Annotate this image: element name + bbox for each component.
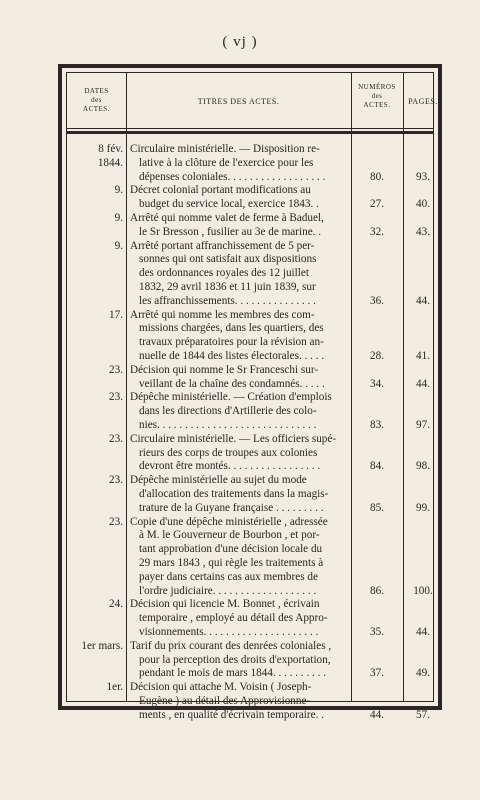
row-title-line: 29 mars 1843 , qui règle les traitements à (139, 556, 324, 569)
row-date-line: 17. (109, 308, 123, 321)
row-title-line: Décret colonial portant modifications au (130, 184, 311, 197)
header-titres: TITRES DES ACTES. (197, 97, 280, 106)
header-pages: PAGES. (408, 97, 438, 106)
row-page: 43. (416, 225, 430, 238)
row-title-line: Dépêche ministérielle. — Création d'emplois (130, 391, 332, 404)
page-number: ( vj ) (222, 34, 258, 50)
row-act-number: 86. (370, 584, 384, 597)
row-act-number: 27. (370, 198, 384, 211)
row-title-line: visionnements. . . . . . . . . . . . . . . . . . . . . (139, 625, 319, 638)
row-date (67, 364, 123, 378)
row-date (67, 309, 123, 323)
row-page: 44. (416, 294, 430, 307)
row-date (67, 598, 123, 612)
row-title-line: pendant le mois de mars 1844. . . . . . . . . . (139, 667, 327, 680)
row-date (67, 640, 123, 654)
row-act-number: 32. (370, 225, 384, 238)
row-date (67, 391, 123, 405)
row-title (130, 640, 348, 681)
row-page: 44. (416, 625, 430, 638)
row-title-line: ments , en qualité d'écrivain temporaire. . (139, 708, 324, 721)
row-page: 100. (413, 584, 433, 597)
row-act-number: 44. (370, 708, 384, 721)
row-title (130, 364, 348, 392)
row-page: 44. (416, 377, 430, 390)
row-title-line: des ordonnances royales des 12 juillet (139, 267, 309, 280)
row-title-line: rieurs des corps de troupes aux colonies (139, 446, 318, 459)
table-frame (58, 64, 442, 721)
header-numeros (351, 83, 403, 110)
row-title-line: veillant de la chaîne des condamnés. . . . . (139, 377, 325, 390)
row-title (130, 516, 348, 599)
row-date (67, 474, 123, 488)
row-date-line: 9. (114, 212, 123, 224)
row-title-line: temporaire , employé au détail des Appro- (139, 612, 328, 625)
row-title-line: l'ordre judiciaire. . . . . . . . . . . . . . . . . . . (139, 584, 317, 597)
row-title-line: Circulaire ministérielle. — Disposition re- (130, 143, 320, 155)
row-date (67, 212, 123, 226)
row-act-number: 34. (370, 377, 384, 390)
row-title-line: Copie d'une dépêche ministérielle , adressée (130, 515, 328, 528)
row-title-line: Arrêté qui nomme valet de ferme à Baduel, (130, 212, 324, 224)
row-title-line: trature de la Guyane française . . . . . . . . . (139, 501, 324, 514)
row-title-line: 1832, 29 avril 1836 et 11 juin 1839, sur (139, 280, 316, 293)
header-dates-line: DATES (84, 87, 109, 95)
row-page: 98. (416, 460, 430, 473)
row-title-line: d'allocation des traitements dans la magis- (139, 487, 329, 500)
row-title (130, 474, 348, 515)
row-title (130, 433, 348, 474)
row-page: 99. (416, 501, 430, 514)
row-title (130, 681, 348, 722)
row-title-line: travaux préparatoires pour la révision an- (139, 336, 324, 349)
row-title-line: les affranchissements. . . . . . . . . . . . . . . (139, 294, 316, 307)
row-act-number: 84. (370, 460, 384, 473)
header-numeros-line: des (371, 92, 383, 100)
row-title-line: sonnes qui ont satisfait aux dispositions (139, 253, 317, 266)
row-title-line: Décision qui attache M. Voisin ( Joseph- (130, 681, 312, 694)
row-title-line: nuelle de 1844 des listes électorales. . . . . (139, 349, 325, 362)
row-date (67, 143, 123, 171)
row-page: 40. (416, 198, 430, 211)
row-date-line: 23. (109, 432, 123, 445)
row-date-line: 1er. (106, 681, 123, 694)
row-title-line: Tarif du prix courant des denrées coloniales , (130, 639, 332, 652)
row-title-line: dans les directions d'Artillerie des colo- (139, 405, 317, 418)
row-title-line: dépenses coloniales. . . . . . . . . . . . . . . . . . (139, 170, 326, 183)
row-date (67, 184, 123, 198)
row-date-line: 24. (109, 598, 123, 611)
row-date-line: 1er mars. (81, 639, 123, 652)
header-numeros-line: ACTES. (363, 101, 391, 109)
row-title-line: Eugène ) au détail des Approvisionne- (139, 694, 311, 707)
table-header (67, 73, 438, 129)
row-title-line: Arrêté portant affranchissement de 5 per- (130, 239, 315, 252)
row-page: 93. (416, 170, 430, 183)
header-rule (67, 131, 433, 134)
row-date-line: 8 fév. (98, 143, 123, 155)
row-page: 41. (416, 349, 430, 362)
header-numeros-line: NUMÉROS (358, 83, 396, 91)
row-page: 57. (416, 708, 430, 721)
row-act-number: 80. (370, 170, 384, 183)
row-date-line: 1844. (97, 156, 123, 169)
row-act-number: 83. (370, 418, 384, 431)
row-title (130, 309, 348, 364)
row-date-line: 23. (109, 391, 123, 404)
row-date (67, 433, 123, 447)
row-page: 97. (416, 418, 430, 431)
row-act-number: 35. (370, 625, 384, 638)
column-divider (126, 73, 127, 701)
row-title-line: à M. le Gouverneur de Bourbon , et por- (139, 529, 320, 542)
row-title-line: missions chargées, dans les quartiers, des (139, 322, 324, 335)
row-date-line: 23. (109, 363, 123, 376)
row-title-line: pour la perception des droits d'exportation, (139, 653, 331, 666)
row-date-line: 9. (114, 184, 123, 197)
row-act-number: 28. (370, 349, 384, 362)
row-title-line: le Sr Bresson , fusilier au 3e de marine. . (139, 225, 322, 238)
row-title-line: devront être montés. . . . . . . . . . . . . . . . . (139, 460, 321, 473)
row-title (130, 212, 348, 240)
row-title-line: Dépêche ministérielle au sujet du mode (130, 474, 307, 487)
row-title (130, 240, 348, 309)
header-dates (67, 87, 126, 114)
row-title-line: Arrêté qui nomme les membres des com- (130, 308, 315, 321)
row-date-line: 23. (109, 474, 123, 487)
row-date (67, 681, 123, 695)
header-dates-line: ACTES. (83, 105, 110, 113)
row-title-line: Décision qui nomme le Sr Franceschi sur- (130, 363, 319, 376)
row-title (130, 184, 348, 212)
row-page: 49. (416, 667, 430, 680)
row-title-line: tant approbation d'une décision locale du (139, 543, 323, 556)
row-act-number: 37. (370, 667, 384, 680)
row-title-line: nies. . . . . . . . . . . . . . . . . . . . . . . . . . . . . (139, 418, 317, 431)
row-date (67, 240, 123, 254)
header-dates-line: des (91, 96, 102, 104)
row-title-line: Circulaire ministérielle. — Les officiers supé- (130, 432, 337, 445)
row-date (67, 516, 123, 530)
row-date-line: 23. (109, 515, 123, 528)
row-date-line: 9. (114, 239, 123, 252)
row-title (130, 143, 348, 184)
row-title (130, 598, 348, 639)
table-inner (66, 72, 438, 721)
row-title-line: payer dans certains cas aux membres de (139, 570, 318, 583)
row-act-number: 36. (370, 294, 384, 307)
row-title-line: budget du service local, exercice 1843. . (139, 198, 319, 211)
row-title (130, 391, 348, 432)
row-act-number: 85. (370, 501, 384, 514)
row-title-line: lative à la clôture de l'exercice pour les (139, 156, 314, 169)
row-title-line: Décision qui licencie M. Bonnet , écrivain (130, 598, 320, 611)
